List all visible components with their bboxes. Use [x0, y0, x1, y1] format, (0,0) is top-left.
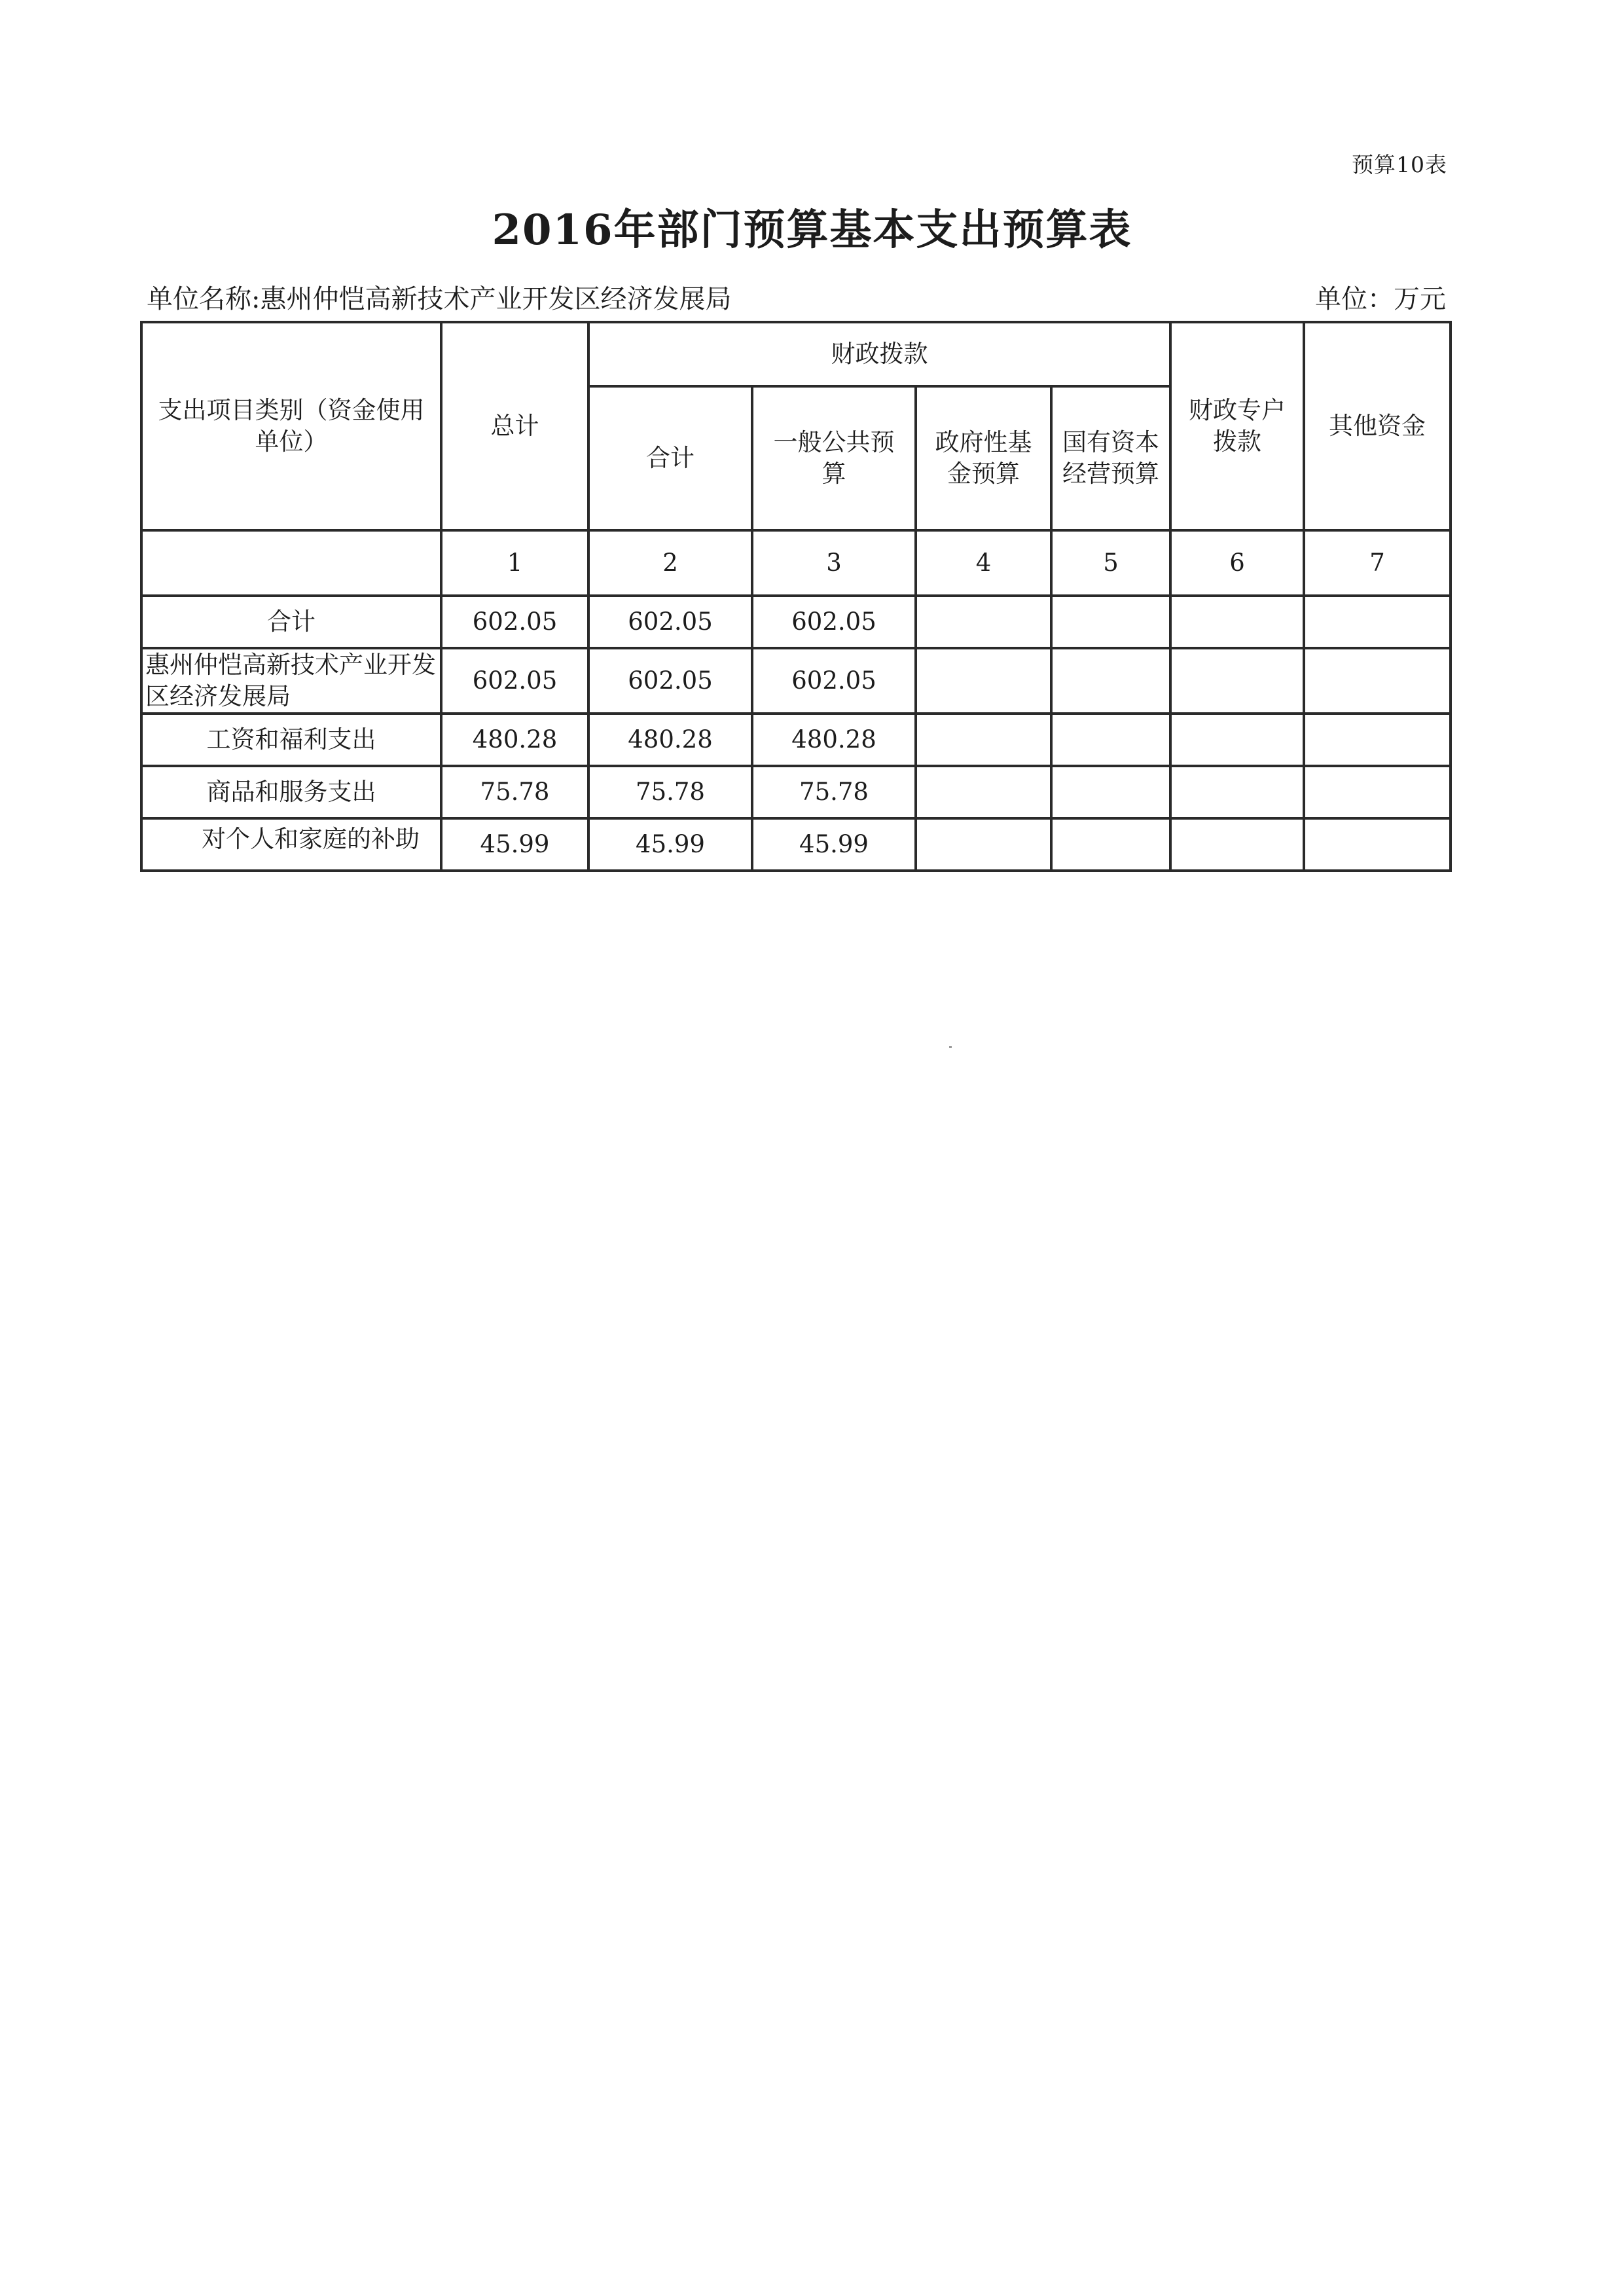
column-number: 1 [441, 530, 588, 596]
header-fiscal-group: 财政拨款 [588, 322, 1170, 386]
cell-value [1051, 648, 1170, 714]
header-category: 支出项目类别（资金使用单位） [141, 322, 441, 530]
unit-label: 单位：万元 [1315, 284, 1446, 314]
cell-value: 480.28 [441, 714, 588, 766]
cell-value [1170, 818, 1304, 871]
header-other: 其他资金 [1304, 322, 1451, 530]
cell-value: 602.05 [752, 596, 916, 648]
cell-value [1304, 596, 1451, 648]
header-special: 财政专户拨款 [1170, 322, 1304, 530]
cell-value: 75.78 [752, 766, 916, 818]
header-general-budget: 一般公共预算 [752, 386, 916, 530]
cell-value [1051, 596, 1170, 648]
column-number: 6 [1170, 530, 1304, 596]
cell-value [1304, 766, 1451, 818]
header-total: 总计 [441, 322, 588, 530]
cell-value: 602.05 [441, 596, 588, 648]
row-label: 商品和服务支出 [141, 766, 441, 818]
cell-value [916, 766, 1051, 818]
row-label: 对个人和家庭的补助 [202, 825, 420, 854]
cell-value [1051, 714, 1170, 766]
cell-value: 602.05 [752, 648, 916, 714]
cell-value [1170, 714, 1304, 766]
cell-value: 480.28 [588, 714, 752, 766]
column-number-row [141, 530, 1451, 596]
cell-value [916, 714, 1051, 766]
cell-value [1051, 766, 1170, 818]
cell-value: 45.99 [441, 818, 588, 871]
cell-value [1304, 714, 1451, 766]
cell-value [1170, 596, 1304, 648]
cell-value [1051, 818, 1170, 871]
table-row [141, 648, 1451, 714]
cell-value [916, 818, 1051, 871]
column-number: 5 [1051, 530, 1170, 596]
cell-value: 75.78 [441, 766, 588, 818]
column-number: 2 [588, 530, 752, 596]
cell-value: 602.05 [588, 648, 752, 714]
form-code: 预算10表 [1352, 152, 1447, 177]
header-fund-budget: 政府性基金预算 [916, 386, 1051, 530]
cell-value [1170, 766, 1304, 818]
page-title: 2016年部门预算基本支出预算表 [492, 206, 1132, 255]
row-label-cell [141, 818, 441, 871]
row-label: 工资和福利支出 [141, 714, 441, 766]
row-label-clip [143, 821, 440, 868]
column-number: 3 [752, 530, 916, 596]
table-row [141, 714, 1451, 766]
cell-value: 602.05 [588, 596, 752, 648]
budget-table [140, 321, 1452, 872]
table-row [141, 766, 1451, 818]
scan-speck [949, 1046, 952, 1048]
cell-value: 75.78 [588, 766, 752, 818]
cell-value [916, 596, 1051, 648]
cell-value: 45.99 [588, 818, 752, 871]
column-number [141, 530, 441, 596]
cell-value [916, 648, 1051, 714]
row-label: 惠州仲恺高新技术产业开发区经济发展局 [141, 648, 441, 714]
column-number: 7 [1304, 530, 1451, 596]
cell-value [1304, 648, 1451, 714]
header-fiscal-subtotal: 合计 [588, 386, 752, 530]
unit-name: 单位名称:惠州仲恺高新技术产业开发区经济发展局 [147, 284, 732, 314]
cell-value [1304, 818, 1451, 871]
table-row [141, 596, 1451, 648]
table-row [141, 818, 1451, 871]
cell-value: 602.05 [441, 648, 588, 714]
header-state-capital-budget: 国有资本经营预算 [1051, 386, 1170, 530]
cell-value: 45.99 [752, 818, 916, 871]
row-label: 合计 [141, 596, 441, 648]
header-row-top [141, 322, 1451, 386]
cell-value: 480.28 [752, 714, 916, 766]
column-number: 4 [916, 530, 1051, 596]
cell-value [1170, 648, 1304, 714]
